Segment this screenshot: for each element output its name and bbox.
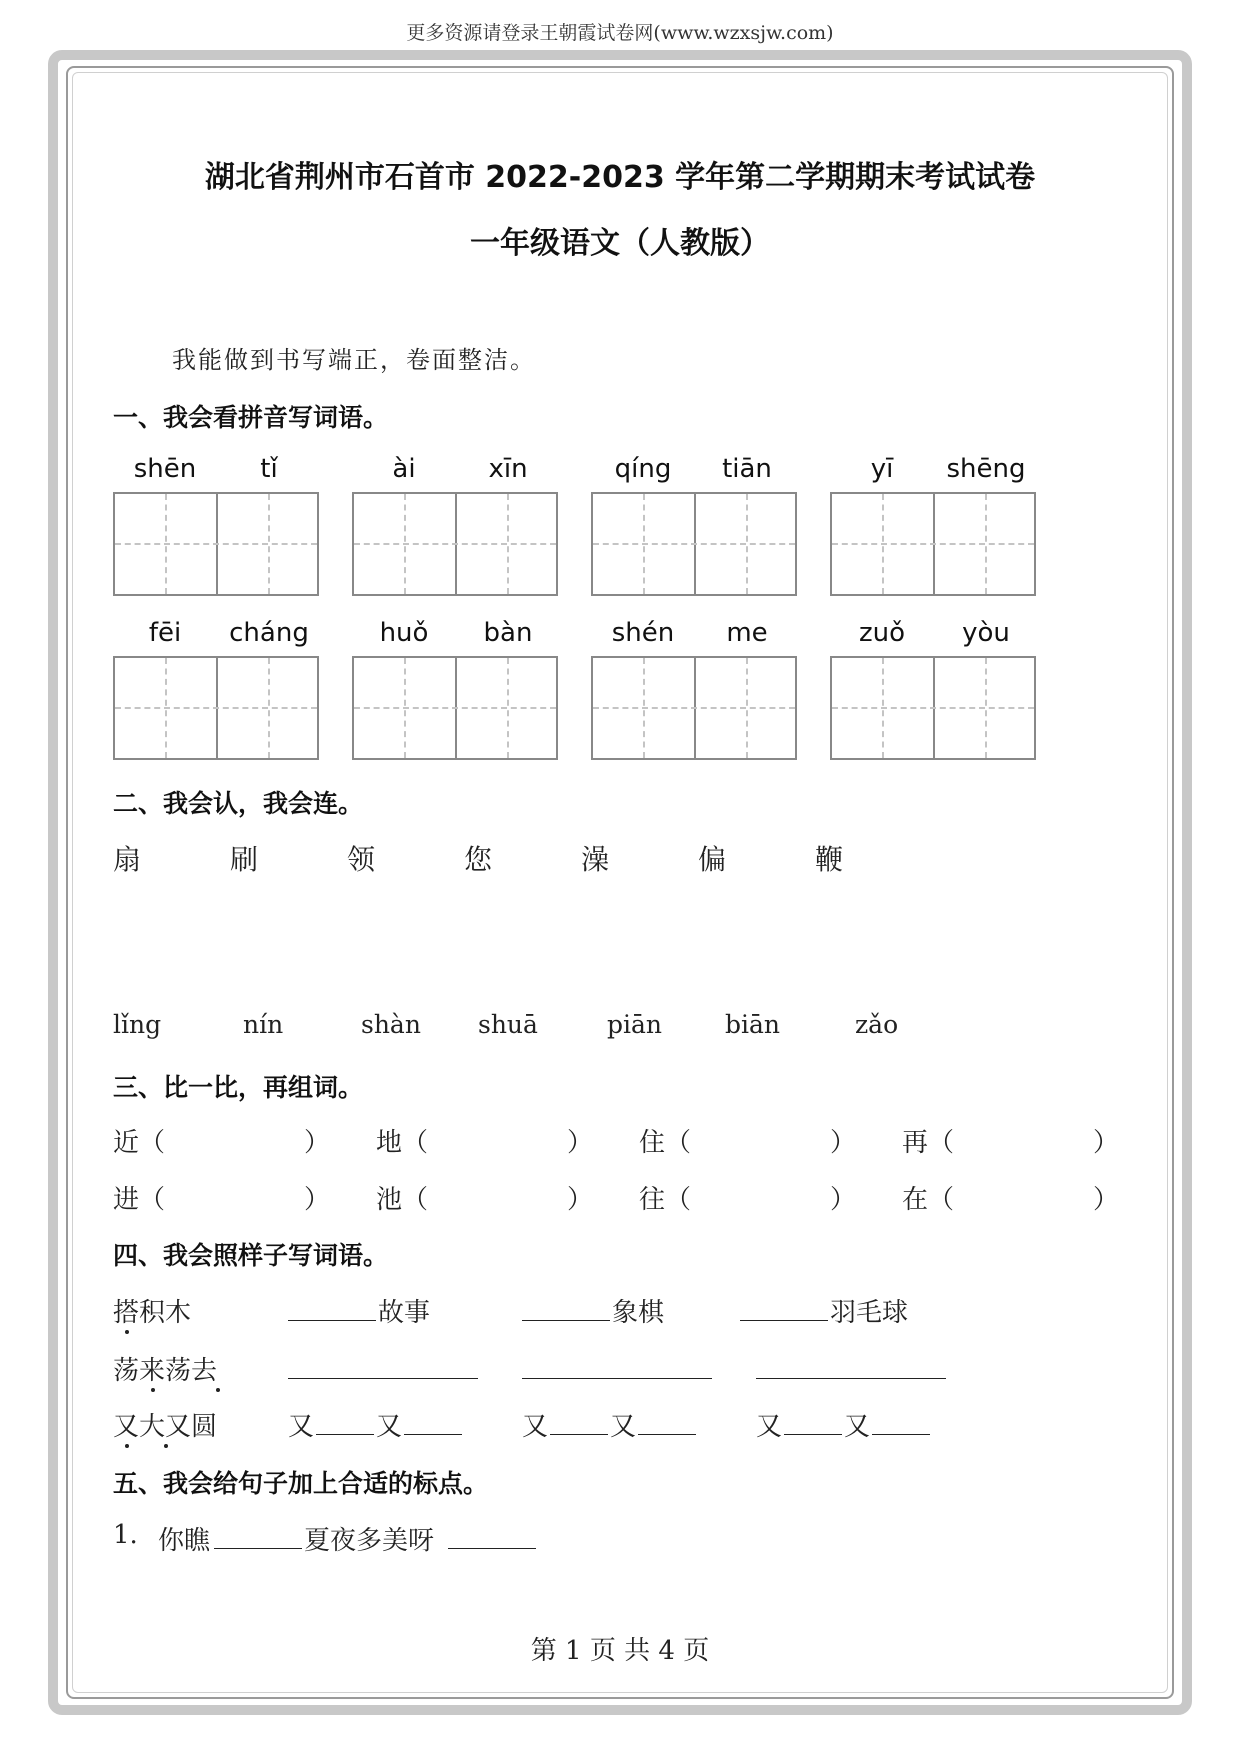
answer-blank[interactable]: [784, 1434, 842, 1435]
you-char: 又: [522, 1412, 549, 1442]
match-char[interactable]: 扇: [113, 843, 142, 876]
word-prompt: 进（: [113, 1185, 166, 1215]
writing-grid[interactable]: [113, 492, 319, 596]
match-char[interactable]: 澡: [581, 843, 610, 876]
pinyin-label: cháng: [229, 618, 309, 648]
section3-heading: 三、比一比，再组词。: [113, 1073, 364, 1102]
paren-close: ）: [1093, 1128, 1120, 1158]
match-pinyin[interactable]: nín: [243, 1010, 284, 1039]
emphasis-dot: [151, 1388, 155, 1392]
you-char: 又: [288, 1412, 315, 1442]
you-char: 又: [756, 1412, 783, 1442]
paren-close: ）: [304, 1185, 331, 1215]
pinyin-label: me: [726, 618, 768, 648]
word-prompt: 再（: [902, 1128, 955, 1158]
answer-blank[interactable]: [872, 1434, 930, 1435]
paren-close: ）: [830, 1128, 857, 1158]
pinyin-label: tǐ: [260, 454, 278, 484]
sentence-part: 你瞧: [158, 1526, 211, 1556]
match-pinyin[interactable]: lǐng: [113, 1010, 162, 1039]
writing-grid[interactable]: [352, 492, 558, 596]
answer-blank[interactable]: [404, 1434, 462, 1435]
match-pinyin[interactable]: piān: [607, 1010, 663, 1039]
pinyin-label: fēi: [148, 618, 182, 648]
match-pinyin[interactable]: shuā: [478, 1010, 538, 1039]
word-prompt: 池（: [376, 1185, 429, 1215]
question-number: 1.: [113, 1520, 138, 1550]
writing-grid[interactable]: [352, 656, 558, 760]
paren-close: ）: [1093, 1185, 1120, 1215]
pinyin-label: bàn: [483, 618, 533, 648]
word-prompt: 地（: [376, 1128, 429, 1158]
pinyin-label: yī: [870, 454, 894, 484]
pinyin-label: shén: [611, 618, 675, 648]
match-char[interactable]: 鞭: [815, 843, 844, 876]
word-suffix: 故事: [378, 1298, 431, 1328]
answer-blank[interactable]: [288, 1378, 478, 1379]
writing-grid[interactable]: [591, 492, 797, 596]
answer-blank[interactable]: [756, 1378, 946, 1379]
emphasis-dot: [216, 1388, 220, 1392]
match-pinyin[interactable]: zǎo: [855, 1010, 899, 1039]
emphasis-dot: [164, 1444, 168, 1448]
paren-close: ）: [304, 1128, 331, 1158]
emphasis-dot: [125, 1330, 129, 1334]
writing-grid[interactable]: [830, 656, 1036, 760]
watermark: 更多资源请登录王朝霞试卷网(www.wzxsjw.com): [406, 22, 834, 44]
intro-text: 我能做到书写端正，卷面整洁。: [172, 346, 536, 374]
word-prompt: 往（: [639, 1185, 692, 1215]
you-char: 又: [610, 1412, 637, 1442]
example-word: 搭积木: [113, 1298, 192, 1328]
word-prompt: 住（: [639, 1128, 692, 1158]
word-prompt: 近（: [113, 1128, 166, 1158]
you-char: 又: [376, 1412, 403, 1442]
emphasis-dot: [125, 1444, 129, 1448]
pinyin-label: tiān: [722, 454, 772, 484]
match-char[interactable]: 您: [464, 843, 493, 876]
match-pinyin[interactable]: shàn: [361, 1010, 421, 1039]
word-prompt: 在（: [902, 1185, 955, 1215]
paren-close: ）: [567, 1185, 594, 1215]
answer-blank[interactable]: [522, 1378, 712, 1379]
section4-heading: 四、我会照样子写词语。: [113, 1241, 389, 1270]
match-char[interactable]: 刷: [230, 843, 259, 876]
paren-close: ）: [830, 1185, 857, 1215]
answer-blank[interactable]: [550, 1434, 608, 1435]
match-char[interactable]: 偏: [698, 843, 727, 876]
page-footer: 第 1 页 共 4 页: [530, 1636, 710, 1666]
exam-subtitle: 一年级语文（人教版）: [470, 226, 770, 261]
example-word: 又大又圆: [113, 1412, 218, 1442]
answer-blank[interactable]: [316, 1434, 374, 1435]
paren-close: ）: [567, 1128, 594, 1158]
writing-grid[interactable]: [591, 656, 797, 760]
match-pinyin[interactable]: biān: [725, 1010, 781, 1039]
pinyin-label: shēn: [133, 454, 197, 484]
word-suffix: 羽毛球: [830, 1298, 909, 1328]
pinyin-label: yòu: [962, 618, 1010, 648]
you-char: 又: [844, 1412, 871, 1442]
answer-blank[interactable]: [740, 1320, 828, 1321]
section2-heading: 二、我会认，我会连。: [113, 789, 364, 818]
example-word: 荡来荡去: [113, 1356, 218, 1386]
answer-blank[interactable]: [638, 1434, 696, 1435]
pinyin-label: shēng: [946, 454, 1026, 484]
decorative-border-inner2: [72, 72, 1168, 1693]
pinyin-label: zuǒ: [858, 618, 906, 648]
writing-grid[interactable]: [113, 656, 319, 760]
pinyin-label: ài: [392, 454, 416, 484]
match-char[interactable]: 领: [347, 843, 376, 876]
punctuation-blank[interactable]: [448, 1548, 536, 1549]
writing-grid[interactable]: [830, 492, 1036, 596]
pinyin-label: huǒ: [379, 618, 429, 648]
answer-blank[interactable]: [522, 1320, 610, 1321]
exam-title: 湖北省荆州市石首市 2022-2023 学年第二学期期末考试试卷: [204, 160, 1036, 195]
punctuation-blank[interactable]: [214, 1548, 302, 1549]
word-suffix: 象棋: [612, 1298, 665, 1328]
section1-heading: 一、我会看拼音写词语。: [113, 403, 389, 432]
pinyin-label: xīn: [488, 454, 528, 484]
answer-blank[interactable]: [288, 1320, 376, 1321]
sentence-part: 夏夜多美呀: [304, 1526, 435, 1556]
section5-heading: 五、我会给句子加上合适的标点。: [113, 1469, 489, 1498]
pinyin-label: qíng: [614, 454, 672, 484]
